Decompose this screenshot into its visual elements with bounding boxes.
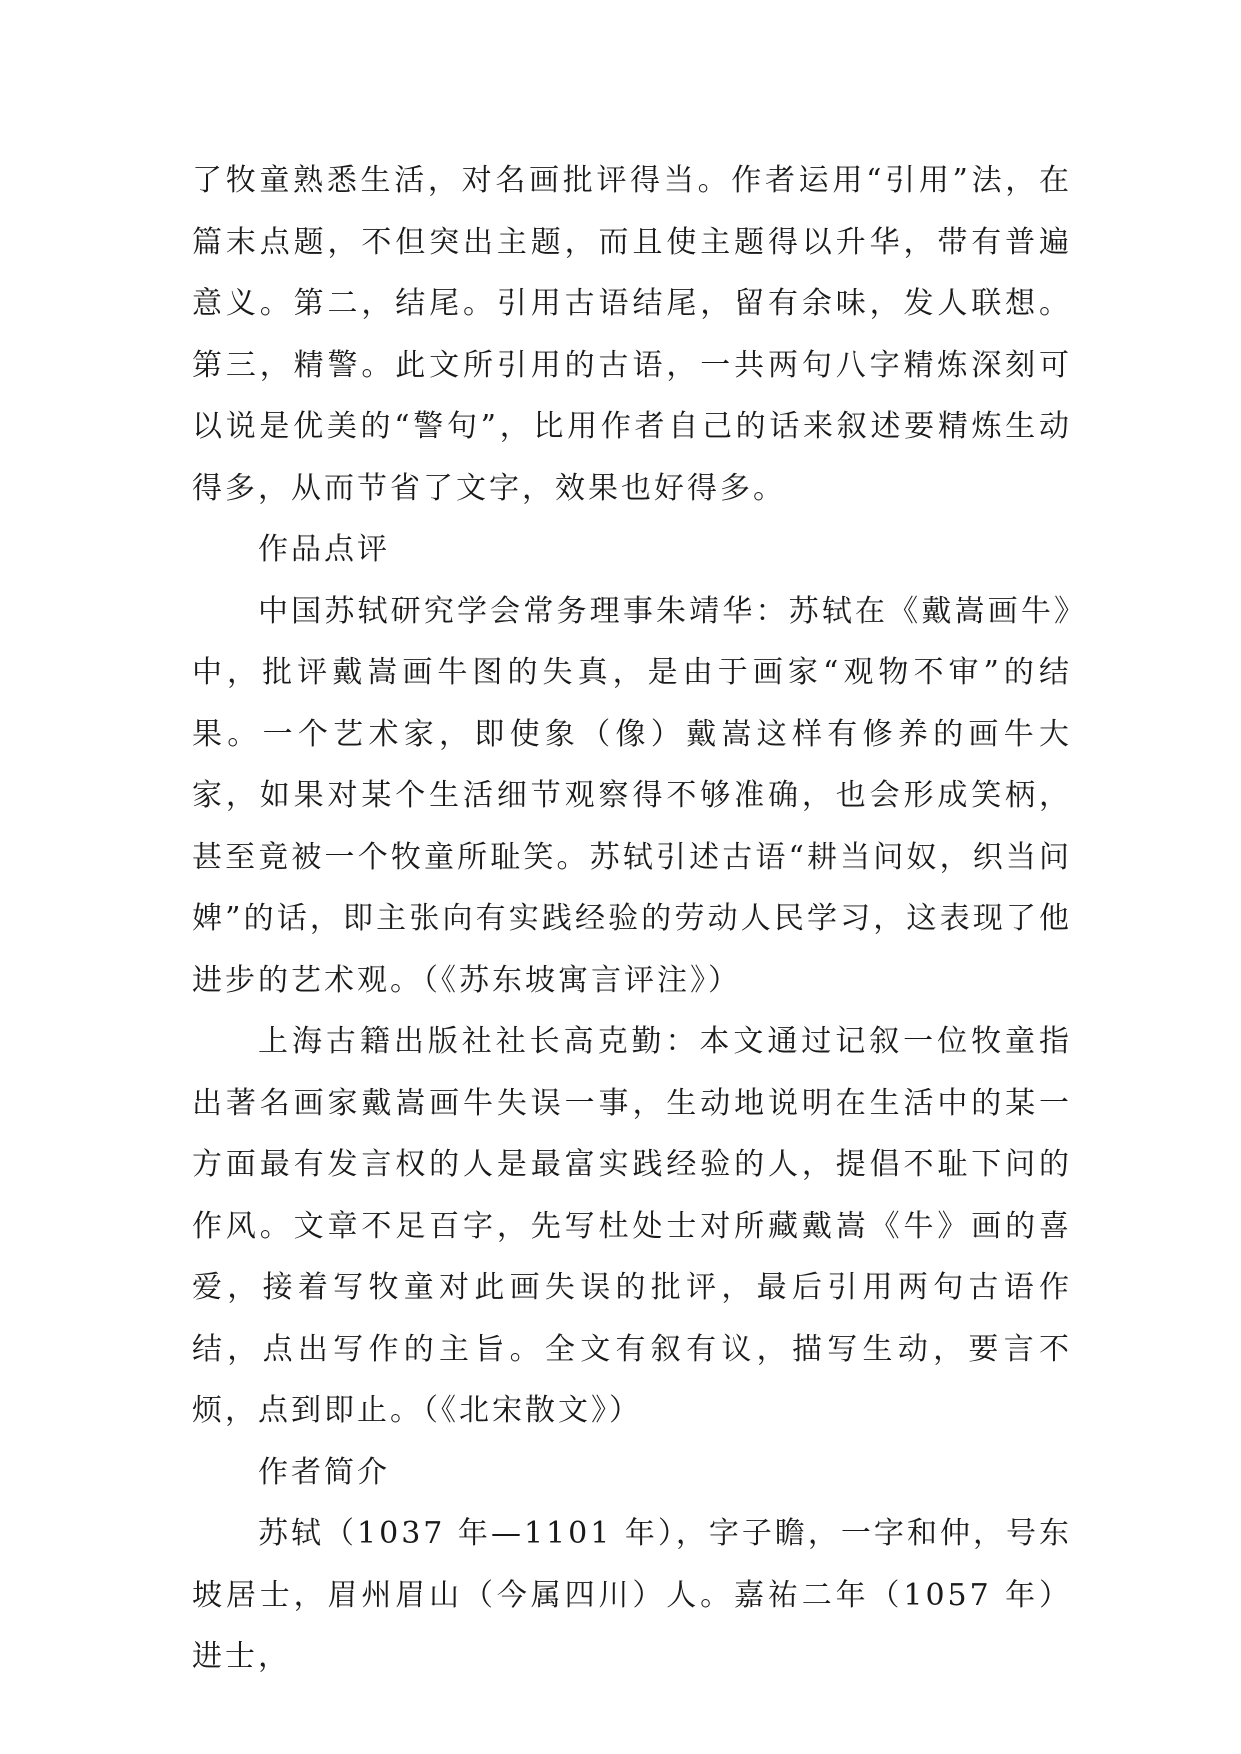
paragraph-analysis: 了牧童熟悉生活，对名画批评得当。作者运用“引用”法，在篇末点题，不但突出主题，而且使主题得以升华，带有普遍意义。第二，结尾。引用古语结尾，留有余味，发人联想。第三，精警。此文所引用的古语，一共两句八字精炼深刻可以说是优美的“警句”，比用作者自己的话来叙述要精炼生动得多，从而节省了文字，效果也好得多。: [192, 163, 1072, 506]
document-body: [192, 150, 1072, 1688]
paragraph-review-gao: 上海古籍出版社社长高克勤：本文通过记叙一位牧童指出著名画家戴嵩画牛失误一事，生动地说明在生活中的某一方面最有发言权的人是最富实践经验的人，提倡不耻下问的作风。文章不足百字，先写杜处士对所藏戴嵩《牛》画的喜爱，接着写牧童对此画失误的批评，最后引用两句古语作结，点出写作的主旨。全文有叙有议，描写生动，要言不烦，点到即止。（《北宋散文》）: [192, 1024, 1072, 1428]
heading-review: 作品点评: [258, 532, 390, 567]
heading-author: 作者简介: [258, 1454, 390, 1490]
paragraph-review-zhu: 中国苏轼研究学会常务理事朱靖华：苏轼在《戴嵩画牛》中，批评戴嵩画牛图的失真，是由于画家“观物不审”的结果。一个艺术家，即使象（像）戴嵩这样有修养的画牛大家，如果对某个生活细节观察得不够准确，也会形成笑柄，甚至竟被一个牧童所耻笑。苏轼引述古语“耕当问奴，织当问婢”的话，即主张向有实践经验的劳动人民学习，这表现了他进步的艺术观。（《苏东坡寓言评注》）: [192, 593, 1072, 998]
paragraph-author-bio: 苏轼（1037 年—1101 年），字子瞻，一字和仲，号东坡居士，眉州眉山（今属四川）人。嘉祐二年（1057 年）进士，: [192, 1516, 1072, 1674]
